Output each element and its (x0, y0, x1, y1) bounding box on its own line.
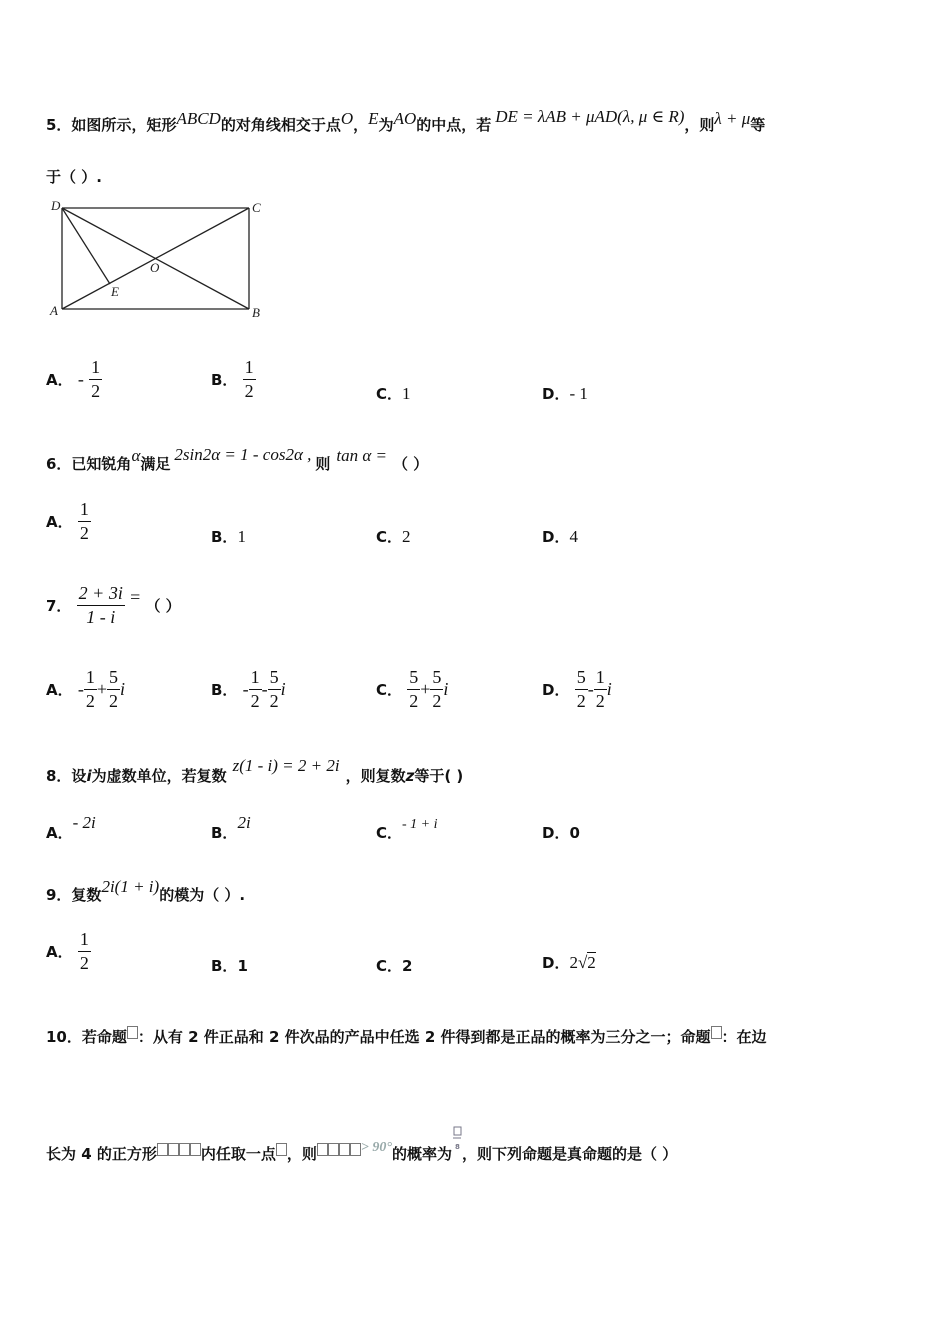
square-label-placeholder (190, 1143, 201, 1156)
question-8: 8．设i为虚数单位，若复数z(1 - i) = 2 + 2i，则复数z等于( ) (46, 756, 464, 785)
fraction: $\frac{5}{2}$ (576, 667, 586, 711)
q7-option-c[interactable]: C． $\frac{5}{2}$ + $\frac{5}{2}$ i (376, 667, 449, 711)
label-c: C (252, 200, 261, 215)
q7-option-b[interactable]: B． - $\frac{1}{2}$ - $\frac{5}{2}$ i (211, 667, 286, 711)
proposition-p-placeholder (127, 1026, 138, 1039)
vector-expression: DE = λAB + μAD(λ, μ ∈ R) (495, 107, 685, 126)
fraction: $\frac{5}{2}$ (109, 667, 118, 711)
q7-option-a[interactable]: A． - $\frac{1}{2}$ + $\frac{5}{2}$ i (46, 667, 126, 711)
q5-option-c[interactable]: C．1 (376, 384, 411, 403)
q5-option-d[interactable]: D．- 1 (542, 384, 588, 403)
q5-option-a[interactable]: A． - $\frac{1}{2}$ (46, 357, 101, 401)
condition-expression: 2sin2α = 1 - cos2α , (174, 445, 312, 464)
equation: z(1 - i) = 2 + 2i (232, 756, 340, 775)
q6-option-b[interactable]: B．1 (211, 527, 246, 546)
complex-fraction: $\frac{2 + 3i}{1 - i}$ (78, 583, 123, 627)
q9-option-d[interactable]: D．2√2 (542, 953, 596, 972)
question-10-line1: 10．若命题 ：从有 2 件正品和 2 件次品的产品中任选 2 件得到都是正品的概率为三分之一；命题 ：在边 (46, 1028, 767, 1046)
abcd-label: ABCD (176, 109, 221, 128)
label-d: D (51, 198, 61, 213)
square-label-placeholder (179, 1143, 190, 1156)
question-5-line1: 5．如图所示，矩形ABCD的对角线相交于点O，E为AO的中点，若 DE = λAB + μAD(λ, μ ∈ R)，则λ + μ等 (46, 107, 766, 134)
square-label-placeholder (168, 1143, 179, 1156)
fraction: $\frac{1}{2}$ (79, 929, 89, 973)
q8-option-a[interactable]: A．- 2i (46, 813, 96, 842)
question-9: 9．复数2i(1 + i)的模为（ ）. (46, 877, 246, 904)
fraction: $\frac{1}{2}$ (85, 667, 95, 711)
probability-fraction-blurred (452, 1125, 462, 1155)
fraction: $\frac{5}{2}$ (409, 667, 419, 711)
angle-condition: > 90° (360, 1140, 392, 1155)
angle-placeholder (339, 1143, 350, 1156)
q8-option-d[interactable]: D．0 (542, 824, 580, 842)
fraction: $\frac{1}{2}$ (244, 357, 254, 401)
square-label-placeholder (157, 1143, 168, 1156)
angle-placeholder (328, 1143, 339, 1156)
fraction: $\frac{5}{2}$ (269, 667, 279, 711)
proposition-q-placeholder (711, 1026, 722, 1039)
rectangle-figure (44, 196, 274, 324)
fraction: $\frac{1}{2}$ (595, 667, 605, 711)
q6-option-c[interactable]: C．2 (376, 527, 411, 546)
question-6: 6．已知锐角α满足 2sin2α = 1 - cos2α , 则 tan α = （ ） (46, 445, 429, 473)
svg-text:8: 8 (455, 1143, 460, 1151)
angle-placeholder (317, 1143, 328, 1156)
angle-placeholder (350, 1143, 361, 1156)
fraction: $\frac{1}{2}$ (79, 499, 89, 543)
label-a: A (50, 303, 58, 318)
label-e: E (111, 284, 119, 299)
q9-option-c[interactable]: C．2 (376, 957, 413, 975)
fraction: $\frac{1}{2}$ (91, 357, 101, 401)
fraction: $\frac{1}{2}$ (250, 667, 260, 711)
q8-option-b[interactable]: B．2i (211, 813, 251, 842)
question-5-line2: 于（ ）. (46, 168, 102, 186)
label-o: O (150, 260, 160, 275)
sqrt-sign: √ (577, 953, 588, 972)
q9-option-b[interactable]: B．1 (211, 957, 248, 975)
segment-de (62, 208, 110, 284)
point-placeholder (276, 1143, 287, 1156)
fraction: $\frac{5}{2}$ (432, 667, 442, 711)
label-b: B (252, 305, 260, 320)
question-7: 7． $\frac{2 + 3i}{1 - i}$ = （ ） (46, 583, 181, 627)
q7-option-d[interactable]: D． $\frac{5}{2}$ - $\frac{1}{2}$ i (542, 667, 612, 711)
q5-option-b[interactable]: B． $\frac{1}{2}$ (211, 357, 254, 401)
question-10-line2: 长为 4 的正方形 内任取一点 ，则 > 90°的概率为 8 ，则下列命题是真命题的是（ ） (46, 1143, 677, 1173)
q8-option-c[interactable]: C．- 1 + i (376, 817, 438, 842)
q6-option-d[interactable]: D．4 (542, 527, 578, 546)
complex-expression: 2i(1 + i) (101, 877, 160, 896)
q6-option-a[interactable]: A． $\frac{1}{2}$ (46, 499, 89, 543)
q9-option-a[interactable]: A． $\frac{1}{2}$ (46, 929, 89, 973)
